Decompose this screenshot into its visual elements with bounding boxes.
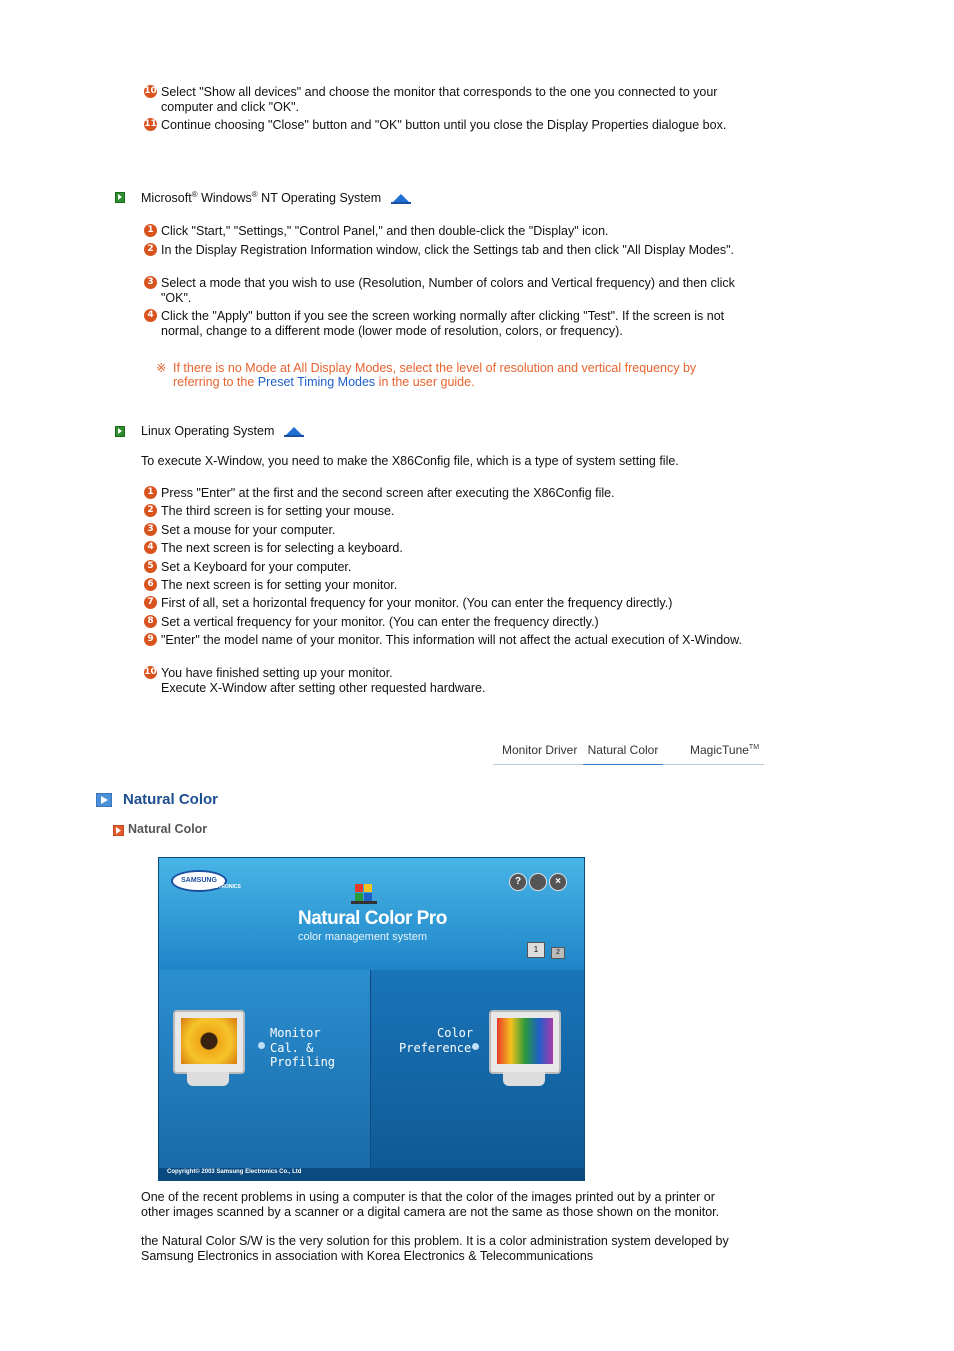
linux-intro: To execute X-Window, you need to make the X86Config file, which is a type of system setting file. <box>141 454 679 468</box>
preset-timing-modes-link[interactable]: Preset Timing Modes <box>257 375 376 389</box>
step-number: 11 <box>144 119 157 129</box>
linux-step-5: 5 Set a Keyboard for your computer. <box>144 560 744 575</box>
step-10 <box>144 85 744 115</box>
sunflower-image <box>181 1018 237 1064</box>
step-number: 3 <box>144 276 157 289</box>
step-number: 10 <box>144 86 157 96</box>
note-mark: ※ <box>156 361 167 375</box>
section-bullet-icon <box>115 426 125 437</box>
linux-step-3: 3 Set a mouse for your computer. <box>144 523 744 538</box>
step-text: Select a mode that you wish to use (Resolution, Number of colors and Vertical frequency) and then click "OK". <box>161 276 735 305</box>
nt-step-2 <box>144 243 744 258</box>
monitor-image <box>173 1010 245 1074</box>
section-title-icon <box>96 793 112 807</box>
linux-heading: Linux Operating System <box>141 424 304 438</box>
tab-natural-color[interactable]: Natural Color <box>583 743 663 765</box>
step-text: In the Display Registration Information window, click the Settings tab and then click "All Display Modes". <box>161 243 735 257</box>
step-text: Click "Start," "Settings," "Control Panel," and then double-click the "Display" icon. <box>161 224 609 238</box>
natural-color-pro-screenshot <box>158 857 585 1181</box>
monitor-label-1: Monitor <box>270 1026 321 1040</box>
step-text: Continue choosing "Close" button and "OK" button until you close the Display Properties dialogue box. <box>161 118 727 132</box>
go-top-icon[interactable] <box>391 194 411 204</box>
nt-step-1 <box>144 224 744 239</box>
samsung-logo: SAMSUNG <box>171 870 227 892</box>
color-chart-image <box>497 1018 553 1064</box>
linux-step-4: 4 The next screen is for selecting a keyboard. <box>144 541 744 556</box>
nt-step-4 <box>144 309 744 339</box>
linux-step-10: 10 You have finished setting up your monitor. Execute X-Window after setting other requested hardware. <box>144 666 486 695</box>
step-number: 4 <box>144 309 157 322</box>
monitor-label-2: Cal. & Profiling <box>270 1041 336 1069</box>
app-subtitle: color management system <box>298 931 427 943</box>
app-title: Natural Color Pro <box>298 908 447 929</box>
monitor-1-button[interactable]: 1 <box>527 942 545 958</box>
step-text: Click the "Apply" button if you see the screen working normally after clicking "Test". If the screen is not normal, change to a different mode (lower mode of resolution, colors, or frequency). <box>161 309 725 338</box>
linux-step-1: 1 Press "Enter" at the first and the second screen after executing the X86Config file. <box>144 486 744 501</box>
linux-step-7: 7 First of all, set a horizontal frequency for your monitor. (You can enter the frequency directly.) <box>144 596 744 611</box>
tab-magictune[interactable]: MagicTune™ <box>690 743 760 757</box>
color-label-2: Preference <box>399 1041 472 1055</box>
nt-heading: Microsoft® Windows® NT Operating System <box>141 190 411 205</box>
color-label-1: Color <box>437 1026 474 1040</box>
description-p2: the Natural Color S/W is the very solution for this problem. It is a color administration system developed by Samsung Electronics in association with Korea Electronics & Telecommunications <box>141 1234 729 1263</box>
nt-step-3 <box>144 276 744 306</box>
section-tabs <box>493 738 764 765</box>
close-icon[interactable]: × <box>549 873 567 891</box>
linux-step-2: 2 The third screen is for setting your mouse. <box>144 504 744 519</box>
sub-title: Natural Color <box>128 822 208 836</box>
step-text: Select "Show all devices" and choose the monitor that corresponds to the one you connected to your computer and click "OK". <box>161 85 718 114</box>
section-bullet-icon <box>115 192 125 203</box>
section-title: Natural Color <box>123 791 219 808</box>
step-number: 2 <box>144 243 157 256</box>
app-footer <box>159 1168 584 1180</box>
app-copyright: Copyright© 2003 Samsung Electronics Co., Ltd <box>167 1169 302 1175</box>
color-monitor-stand <box>503 1072 545 1086</box>
sub-title-icon <box>113 825 124 836</box>
minimize-icon[interactable] <box>529 873 547 891</box>
description-p1: One of the recent problems in using a computer is that the color of the images printed out by a printer or other images scanned by a scanner or a digital camera are not the same as those shown on the monitor. <box>141 1190 720 1219</box>
linux-step-9: 9 "Enter" the model name of your monitor. This information will not affect the actual execution of X-Window. <box>144 633 744 648</box>
nt-note: ※ If there is no Mode at All Display Modes, select the level of resolution and vertical frequency by referring to the Preset Timing Modes in the user guide. <box>156 361 697 389</box>
step-11 <box>144 118 744 133</box>
color-monitor-image <box>489 1010 561 1074</box>
monitor-calibration-panel[interactable] <box>159 970 371 1168</box>
linux-step-8: 8 Set a vertical frequency for your monitor. (You can enter the frequency directly.) <box>144 615 744 630</box>
samsung-logo-sub: ELECTRONICS <box>205 884 241 890</box>
step-number: 1 <box>144 224 157 237</box>
help-icon[interactable]: ? <box>509 873 527 891</box>
linux-step-6: 6 The next screen is for setting your monitor. <box>144 578 744 593</box>
tab-monitor-driver[interactable]: Monitor Driver <box>502 743 578 757</box>
monitor-radio-icon <box>258 1042 265 1049</box>
color-preference-panel[interactable] <box>371 970 584 1168</box>
app-logo-icon <box>349 880 379 908</box>
go-top-icon[interactable] <box>284 427 304 437</box>
color-radio-icon <box>472 1043 479 1050</box>
monitor-2-button[interactable]: 2 <box>551 947 565 959</box>
monitor-stand <box>187 1072 229 1086</box>
